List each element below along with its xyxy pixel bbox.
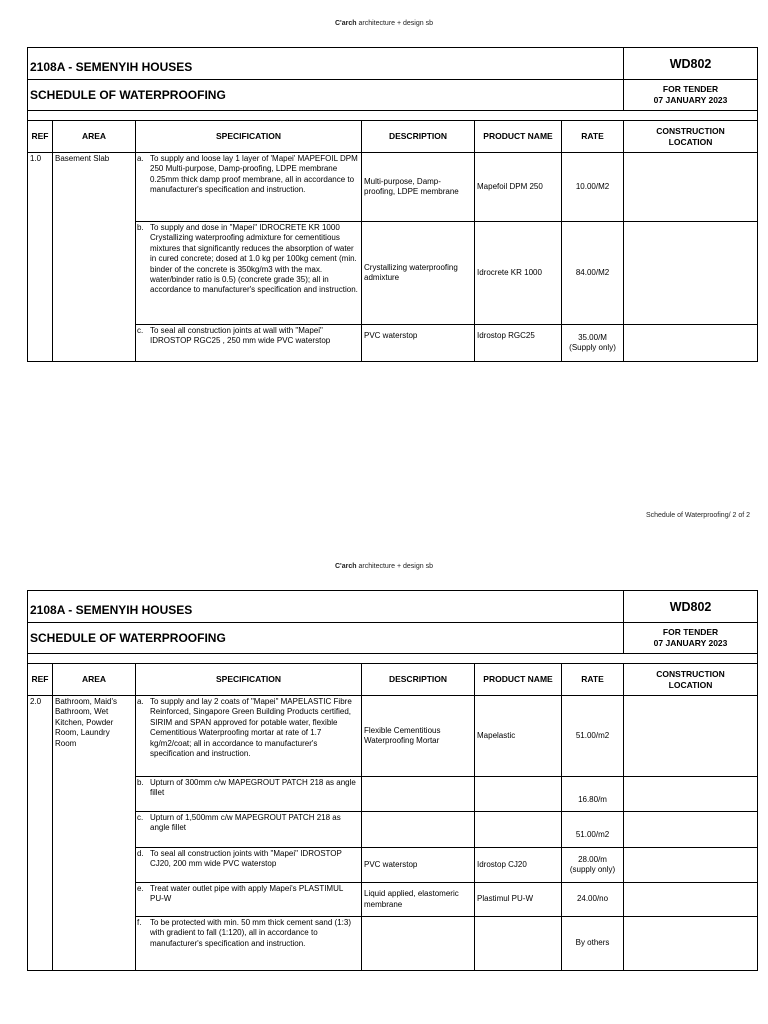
item-letter: d.	[137, 849, 144, 858]
table-row	[28, 222, 758, 325]
spec-text: Upturn of 1,500mm c/w MAPEGROUT PATCH 218 as angle fillet	[150, 813, 341, 833]
page-footer: Schedule of Waterproofing/ 2 of 2	[645, 512, 750, 519]
table-row	[28, 153, 758, 222]
spec-text: To seal all construction joints at wall with "Mapei" IDROSTOP RGC25 , 250 mm wide PVC waterstop	[150, 326, 331, 346]
header-area: AREA	[53, 664, 136, 696]
product-cell: Idrostop CJ20	[475, 848, 562, 883]
firm-brand: C'arch	[335, 20, 357, 27]
header-specification: SPECIFICATION	[136, 664, 362, 696]
item-letter: b.	[137, 223, 144, 232]
header-ref: REF	[28, 121, 53, 153]
spec-cell	[136, 812, 362, 848]
product-cell	[475, 917, 562, 971]
spec-text: To supply and dose in "Mapei" IDROCRETE KR 1000 Crystallizing waterproofing admixture for cementitious mixtures that significantly reduces the absorption of water in cured concrete; dosed at 1.0 kg per 100kg cement (min. binder of the concrete is 350kg/m3 with the max. water/binder ratio is 0.5) (concrete grade 35); all in accordance to manufacturer's specification and instruction.	[150, 223, 358, 295]
rate-note: (Supply only)	[569, 343, 616, 352]
rate-cell: 51.00/m2	[562, 696, 624, 777]
rate-cell: 84.00/M2	[562, 222, 624, 325]
location-cell	[624, 777, 758, 812]
spec-cell	[136, 917, 362, 971]
description-cell	[362, 812, 475, 848]
spec-cell	[136, 848, 362, 883]
product-cell: Idrostop RGC25	[475, 325, 562, 362]
location-cell	[624, 325, 758, 362]
table-row	[28, 696, 758, 777]
item-letter: a.	[137, 697, 144, 706]
rate-cell: By others	[562, 917, 624, 971]
project-title: 2108A - SEMENYIH HOUSES	[28, 591, 624, 623]
item-letter: e.	[137, 884, 144, 893]
rate-cell: 51.00/m2	[562, 812, 624, 848]
header-rate: RATE	[562, 664, 624, 696]
description-cell: Flexible Cementitious Waterproofing Mortar	[362, 696, 475, 777]
spacer-row	[28, 111, 758, 121]
tender-status	[624, 623, 758, 654]
rate-cell: 16.80/m	[562, 777, 624, 812]
tender-date: 07 JANUARY 2023	[653, 638, 728, 648]
description-cell	[362, 917, 475, 971]
table-row	[28, 325, 758, 362]
location-cell	[624, 153, 758, 222]
product-cell: Idrocrete KR 1000	[475, 222, 562, 325]
ref-number: 1.0	[28, 153, 53, 362]
document-code: WD802	[624, 48, 758, 80]
spec-cell	[136, 883, 362, 917]
waterproofing-schedule-table	[27, 47, 758, 362]
item-letter: a.	[137, 154, 144, 163]
header-description: DESCRIPTION	[362, 121, 475, 153]
header-location-line2: LOCATION	[668, 136, 713, 147]
product-cell: Plastimul PU-W	[475, 883, 562, 917]
tender-status	[624, 80, 758, 111]
spec-cell	[136, 696, 362, 777]
header-area: AREA	[53, 121, 136, 153]
table-row	[28, 777, 758, 812]
spec-cell	[136, 777, 362, 812]
spec-cell	[136, 222, 362, 325]
product-cell	[475, 812, 562, 848]
table-row	[28, 917, 758, 971]
location-cell	[624, 696, 758, 777]
product-cell: Mapefoil DPM 250	[475, 153, 562, 222]
location-cell	[624, 917, 758, 971]
description-cell: Multi-purpose, Damp-proofing, LDPE membrane	[362, 153, 475, 222]
document-code: WD802	[624, 591, 758, 623]
table-row	[28, 812, 758, 848]
tender-date: 07 JANUARY 2023	[653, 95, 728, 105]
description-cell: Liquid applied, elastomeric membrane	[362, 883, 475, 917]
item-letter: b.	[137, 778, 144, 787]
spec-text: Treat water outlet pipe with apply Mapei's PLASTIMUL PU-W	[150, 884, 344, 904]
description-cell: PVC waterstop	[362, 848, 475, 883]
rate-value: 35.00/M	[578, 332, 607, 342]
spec-cell	[136, 153, 362, 222]
header-specification: SPECIFICATION	[136, 121, 362, 153]
rate-cell: 10.00/M2	[562, 153, 624, 222]
location-cell	[624, 848, 758, 883]
rate-cell: 24.00/no	[562, 883, 624, 917]
tender-label: FOR TENDER	[662, 84, 719, 94]
rate-cell	[562, 325, 624, 362]
table-row	[28, 883, 758, 917]
header-product-name: PRODUCT NAME	[475, 121, 562, 153]
spec-text: To supply and lay 2 coats of "Mapei" MAPELASTIC Fibre Reinforced, Singapore Green Building Products certified, SIRIM and SPAN approved for potable water, flexible Cementitious Waterproofing mortar at rate of 1.7 kg/m2/coat; all in accordance to manufacturer's specification and instruction.	[150, 697, 352, 759]
header-location-line2: LOCATION	[668, 679, 713, 690]
tender-label: FOR TENDER	[662, 627, 719, 637]
header-rate: RATE	[562, 121, 624, 153]
item-letter: c.	[137, 326, 144, 335]
spec-text: To supply and loose lay 1 layer of 'Mapei' MAPEFOIL DPM 250 Multi-purpose, Damp-proofing, LDPE membrane 0.25mm thick damp proof membrane, all in accordance to manufacturer's specification and instruction.	[150, 154, 358, 195]
location-cell	[624, 222, 758, 325]
description-cell: Crystallizing waterproofing admixture	[362, 222, 475, 325]
spec-text: To seal all construction joints with "Mapei" IDROSTOP CJ20, 200 mm wide PVC waterstop	[150, 849, 342, 869]
waterproofing-schedule-table	[27, 590, 758, 971]
location-cell	[624, 883, 758, 917]
description-cell	[362, 777, 475, 812]
spacer-row	[28, 654, 758, 664]
header-description: DESCRIPTION	[362, 664, 475, 696]
spec-text: Upturn of 300mm c/w MAPEGROUT PATCH 218 as angle fillet	[150, 778, 356, 798]
rate-note: (supply only)	[569, 865, 616, 874]
item-letter: f.	[137, 918, 142, 927]
header-location-line1: CONSTRUCTION	[656, 125, 725, 136]
firm-header	[0, 563, 768, 570]
rate-value: 28.00/m	[578, 854, 607, 864]
header-product-name: PRODUCT NAME	[475, 664, 562, 696]
spec-text: To be protected with min. 50 mm thick cement sand (1:3) with gradient to fall (1:120), all in accordance to manufacturer's specification and instruction.	[150, 918, 351, 948]
ref-number: 2.0	[28, 696, 53, 971]
schedule-title: SCHEDULE OF WATERPROOFING	[28, 623, 624, 654]
schedule-title: SCHEDULE OF WATERPROOFING	[28, 80, 624, 111]
project-title: 2108A - SEMENYIH HOUSES	[28, 48, 624, 80]
spec-cell	[136, 325, 362, 362]
firm-header	[0, 20, 768, 27]
product-cell: Mapelastic	[475, 696, 562, 777]
area-name: Basement Slab	[53, 153, 136, 362]
product-cell	[475, 777, 562, 812]
firm-name: architecture + design sb	[358, 20, 433, 27]
location-cell	[624, 812, 758, 848]
header-ref: REF	[28, 664, 53, 696]
area-name: Bathroom, Maid's Bathroom, Wet Kitchen, Powder Room, Laundry Room	[53, 696, 136, 971]
firm-name: architecture + design sb	[358, 563, 433, 570]
header-construction-location	[624, 121, 758, 153]
description-cell: PVC waterstop	[362, 325, 475, 362]
header-construction-location	[624, 664, 758, 696]
header-location-line1: CONSTRUCTION	[656, 668, 725, 679]
rate-cell	[562, 848, 624, 883]
firm-brand: C'arch	[335, 563, 357, 570]
table-row	[28, 848, 758, 883]
item-letter: c.	[137, 813, 144, 822]
